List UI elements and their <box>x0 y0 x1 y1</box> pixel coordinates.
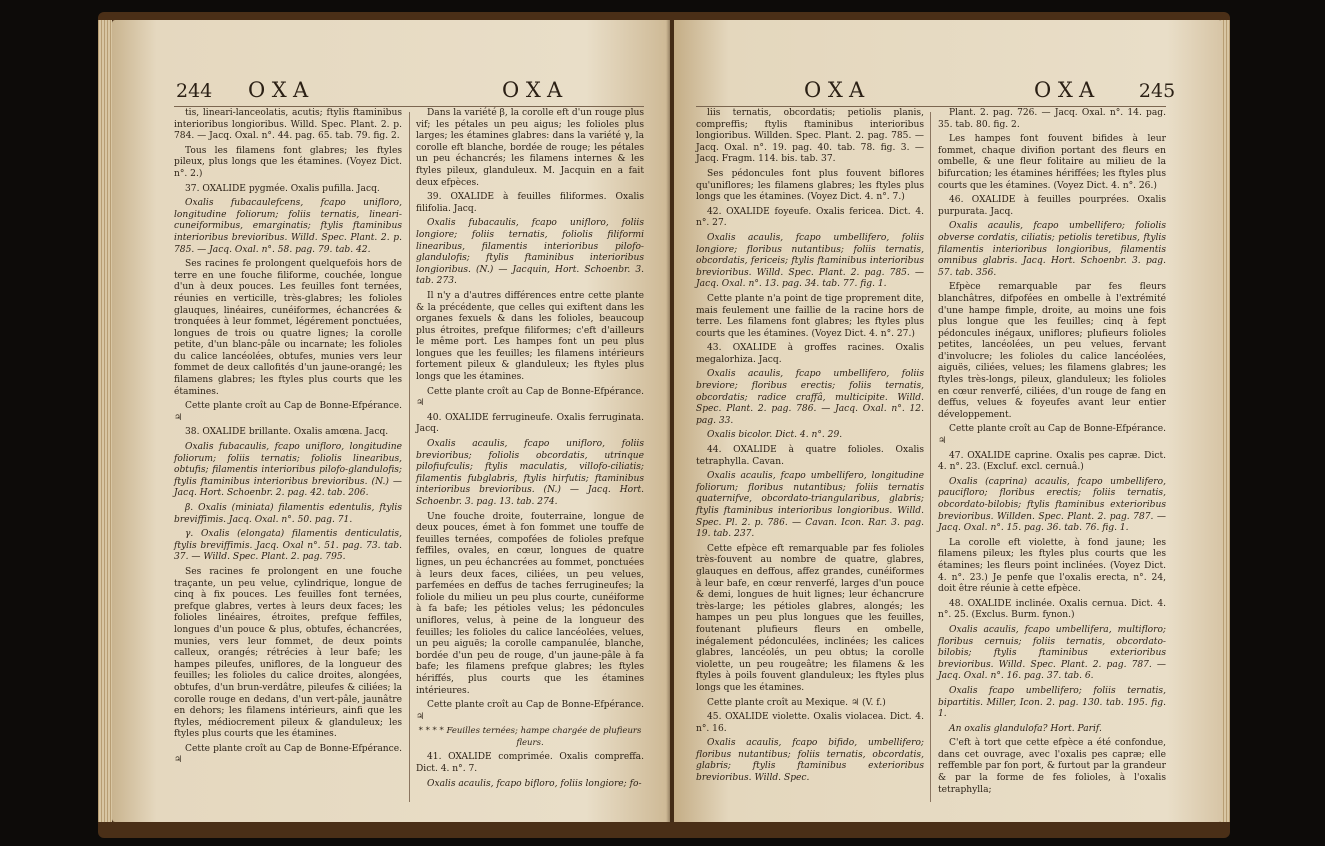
page-edge-left <box>98 20 112 822</box>
left-column-2 <box>416 108 644 793</box>
paragraph: Cette plante croît au Cap de Bonne-Efpérance. ♃ <box>174 743 402 766</box>
paragraph: Oxalis fubacaulis, fcapo unifloro, longitudine foliorum; foliis ternatis; foliolis linearibus, obtufis; filamentis interioribus pilofo-glandulofis; ftylis ftaminibus interioribus brevioribus. (N.) — Jacq. Hort. Schoenbr. 2. pag. 42. tab. 206. <box>174 442 402 499</box>
paragraph: tis, lineari-lanceolatis, acutis; ftylis ftaminibus interioribus longioribus. Willd. Spec. Plant. 2. p. 784. — Jacq. Oxal. n°. 44. pag. 65. tab. 79. fig. 2. <box>174 108 402 142</box>
left-header-rule <box>174 106 644 107</box>
paragraph: Tous les filamens font glabres; les ftyles pileux, plus longs que les étamines. (Voyez Dict. n°. 2.) <box>174 145 402 179</box>
paragraph: Oxalis acaulis, fcapo bifido, umbellifero; floribus nutantibus; foliis ternatis, obcordatis, glabris; ftylis ftaminibus exterioribus brevioribus. Willd. Spec. <box>696 738 924 784</box>
paragraph: Ses racines fe prolongent en une fouche traçante, un peu velue, cylindrique, longue de cinq à fix pouces. Les feuilles font ternées, prefque glabres, vertes à leurs deux faces; les folioles linéaires, étroites, prefque feffiles, longues d'un pouce & plus, obtufes, échancrées, munies, vers leur fommet, de deux points calleux, orangés; rétrécies à leur bafe; les hampes pileufes, uniflores, de la longueur des feuilles; les folioles du calice droites, alongées, obtufes, d'un brun-verdâtre, pileufes & ciliées; la corolle rouge en dedans, d'un vert-pâle, jaunâtre en dehors; les filamens intérieurs, ainfi que les ftyles, médiocrement pileux & glanduleux; les ftyles plus courts que les étamines. <box>174 566 402 740</box>
paragraph: Oxalis acaulis, fcapo umbellifero, foliis longiore; floribus nutantibus; foliis ternatis, obcordatis, fericeis; ftylis ftaminibus interioribus brevioribus. Willd. Spec. Plant. 2. pag. 785. — Jacq. Oxal. n°. 13. pag. 34. tab. 77. fig. 1. <box>696 232 924 290</box>
right-column-1 <box>696 108 924 788</box>
paragraph: Cette plante croît au Cap de Bonne-Efpérance. ♃ <box>938 424 1166 447</box>
paragraph: Oxalis fubacaulefcens, fcapo unifloro, longitudine foliorum; foliis ternatis, lineari-cuneiformibus, emarginatis; ftylis ftaminibus interioribus brevioribus. Willd. Spec. Plant. 2. p. 785. — Jacq. Oxal. n°. 58. pag. 79. tab. 42. <box>174 198 402 255</box>
right-column-divider <box>930 112 931 802</box>
left-running-head-2: OXA <box>502 78 570 102</box>
paragraph: Oxalis acaulis, fcapo bifloro, foliis longiore; fo- <box>427 778 642 789</box>
right-running-head-1: OXA <box>804 78 872 102</box>
paragraph: An oxalis glandulofa? Hort. Parif. <box>949 723 1102 734</box>
paragraph: 41. OXALIDE comprimée. Oxalis compreffa. Dict. 4. n°. 7. <box>416 752 644 775</box>
paragraph: Ses pédoncules font plus fouvent biflores qu'uniflores; les filamens glabres; les ftyles plus longs que les étamines. (Voyez Dict. 4. n°. 7.) <box>696 168 924 203</box>
paragraph: Oxalis fubacaulis, fcapo unifloro, foliis longiore; foliis ternatis, foliolis filiformi linearibus, filamentis interioribus pilofo-glandulofis; ftylis ftaminibus interioribus longioribus. (N.) — Jacquin, Hort. Schoenbr. 3. tab. 273. <box>416 218 644 287</box>
paragraph: Cette efpèce eft remarquable par fes folioles très-fouvent au nombre de quatre, glabres, glauques en deffous, affez grandes, cunéiformes à leur bafe, en cœur renverfé, larges d'un pouce & demi, longues de huit lignes; leur échancrure très-large; les pétioles glabres, alongés; les hampes un peu plus longues que les feuilles, foutenant plufieurs fleurs en ombelle, inégalement pédonculées, inclinées; les calices glabres, lancéolés, un peu obtus; la corolle violette, un peu rougeâtre; les filamens & les ftyles à poils fouvent glanduleux; les ftyles plus longs que les étamines. <box>696 543 924 693</box>
paragraph: Dans la variété β, la corolle eft d'un rouge plus vif; les pétales un peu aigus; les folioles plus larges; les étamines glabres: dans la variété γ, la corolle eft blanche, bordée de rouge; les pétales un peu échancrés; les filamens internes & les ftyles pileux, glanduleux. M. Jacquin en a fait deux efpèces. <box>416 108 644 188</box>
paragraph: Plant. 2. pag. 726. — Jacq. Oxal. n°. 14. pag. 35. tab. 80. fig. 2. <box>938 108 1166 130</box>
paragraph: 38. OXALIDE brillante. Oxalis amœna. Jacq. <box>185 427 389 438</box>
paragraph: Ses racines fe prolongent quelquefois hors de terre en une fouche filiforme, couchée, longue d'un à deux pouces. Les feuilles font ternées, réunies en verticille, très-glabres; les folioles glauques, linéaires, cunéiformes, échancrées & tronquées à leur fommet, légérement ponctuées, longues de trois ou quatre lignes; la corolle petite, d'un blanc-pâle ou incarnate; les folioles du calice lancéolées, obtufes, munies vers leur fommet de deux callofités d'un jaune-orangé; les filamens glabres; les ftyles plus courts que les étamines. <box>174 259 402 397</box>
paragraph: Oxalis acaulis, fcapo unifloro, foliis brevioribus; foliolis obcordatis, utrinque pilofiufculis; ftylis maculatis, villofo-ciliatis; filamentis fubglabris, ftylis hirfutis; ftaminibus interioribus brevioribus. (N.) — Jacq. Hort. Schoenbr. 3. pag. 13. tab. 274. <box>416 439 644 507</box>
paragraph: Efpèce remarquable par fes fleurs blanchâtres, difpofées en ombelle à l'extrémité d'une hampe fimple, droite, au moins une fois plus longue que les feuilles; cinq à fept pédoncules inégaux, uniflores; plufieurs folioles petites, lancéolées, un peu velues, fervant d'involucre; les folioles du calice lancéolées, aiguës, ciliées, velues; les filamens glabres; les ftyles très-longs, pileux, glanduleux; les folioles en cœur renverfé, ciliées, d'un rouge de fang en deffus, velues & foyeufes avant leur entier développement. <box>938 282 1166 420</box>
paragraph: Cette plante croît au Cap de Bonne-Efpérance. ♃ <box>416 700 644 722</box>
left-page-number: 244 <box>176 80 213 102</box>
paragraph: Il n'y a d'autres différences entre cette plante & la précédente, que celles qui exiftent dans les organes fexuels & dans les folioles, beaucoup plus étroites, prefque filiformes; c'eft d'ailleurs le même port. Les hampes font un peu plus longues que les feuilles; les filamens intérieurs fortement pileux & glanduleux; les ftyles plus longs que les étamines. <box>416 290 644 383</box>
right-running-head-2: OXA <box>1034 78 1102 102</box>
paragraph: * * * * Feuilles ternées; hampe chargée de plufieurs fleurs. <box>418 726 642 748</box>
right-column-2 <box>938 108 1166 799</box>
paragraph: Cette plante n'a point de tige proprement dite, mais feulement une faillie de la racine hors de terre. Les filamens font glabres; les ftyles plus courts que les étamines. (Voyez Dict. 4. n°. 27.) <box>696 293 924 339</box>
left-page-header <box>176 78 315 102</box>
book-spread <box>98 12 1230 838</box>
right-page <box>674 20 1222 822</box>
paragraph: Oxalis acaulis, fcapo umbellifera, multifloro; floribus cernuis; foliis ternatis, obcordato-bilobis; ftylis ftaminibus exterioribus brevioribus. Willd. Spec. Plant. 2. pag. 787. — Jacq. Oxal. n°. 16. pag. 37. tab. 6. <box>938 624 1166 682</box>
paragraph: Oxalis acaulis, fcapo umbellifero, longitudine foliorum; floribus nutantibus; foliis ternatis quaternifve, obcordato-triangularibus, glabris; ftylis ftaminibus interioribus longioribus. Willd. Spec. Pl. 2. p. 786. — Cavan. Icon. Rar. 3. pag. 19. tab. 237. <box>696 471 924 540</box>
paragraph: Oxalis (caprina) acaulis, fcapo umbellifero, paucifloro; floribus erectis; foliis ternatis, obcordato-bilobis; ftylis ftaminibus exterioribus brevioribus. Willden. Spec. Plant. 2. pag. 787. — Jacq. Oxal. n°. 15. pag. 36. tab. 76. fig. 1. <box>938 476 1166 534</box>
paragraph: 37. OXALIDE pygmée. Oxalis pufilla. Jacq. <box>185 183 380 194</box>
paragraph: γ. Oxalis (elongata) filamentis denticulatis, ftylis breviffimis. Jacq. Oxal n°. 51. pag. 73. tab. 37. — Willd. Spec. Plant. 2. pag. 795. <box>174 529 402 563</box>
paragraph: 47. OXALIDE caprine. Oxalis pes capræ. Dict. 4. n°. 23. (Excluf. excl. cernuâ.) <box>938 450 1166 473</box>
paragraph: Oxalis acaulis, fcapo umbellifero; foliolis obverse cordatis, ciliatis; petiolis teretibus, ftylis filamentis interioribus longioribus, filamentis omnibus glabris. Jacq. Hort. Schoenbr. 3. pag. 57. tab. 356. <box>938 221 1166 278</box>
paragraph: 45. OXALIDE violette. Oxalis violacea. Dict. 4. n°. 16. <box>696 712 924 734</box>
paragraph: Oxalis fcapo umbellifero; foliis ternatis, bipartitis. Miller, Icon. 2. pag. 130. tab. 195. fig. 1. <box>938 685 1166 720</box>
right-page-number: 245 <box>1138 80 1176 102</box>
left-column-divider <box>409 112 410 802</box>
right-page-header <box>1034 78 1175 102</box>
paragraph: 40. OXALIDE ferrugineufe. Oxalis ferruginata. Jacq. <box>416 412 644 435</box>
paragraph: liis ternatis, obcordatis; petiolis planis, compreffis; ftylis ftaminibus interioribus longioribus. Willden. Spec. Plant. 2. pag. 785. — Jacq. Oxal. n°. 19. pag. 40. tab. 78. fig. 3. — Jacq. Fragm. 114. bis. tab. 37. <box>696 108 924 165</box>
left-page <box>112 20 670 822</box>
paragraph: Oxalis acaulis, fcapo umbellifero, foliis breviore; floribus erectis; foliis ternatis, obcordatis; radice craffâ, multicipite. Willd. Spec. Plant. 2. pag. 786. — Jacq. Oxal. n°. 12. pag. 33. <box>696 369 924 426</box>
paragraph: 39. OXALIDE à feuilles filiformes. Oxalis filifolia. Jacq. <box>416 192 644 214</box>
right-header-rule <box>696 106 1166 107</box>
paragraph: 48. OXALIDE inclinée. Oxalis cernua. Dict. 4. n°. 25. (Exclus. Burm. fynon.) <box>938 598 1166 621</box>
paragraph: β. Oxalis (miniata) filamentis edentulis, ftylis breviffimis. Jacq. Oxal. n°. 50. pag. 71. <box>174 503 402 525</box>
paragraph: C'eft à tort que cette efpèce a été confondue, dans cet ouvrage, avec l'oxalis pes capræ; elle reffemble par fon port, & furtout par la grandeur & par la forme de fes folioles, à l'oxalis tetraphylla; <box>938 738 1166 795</box>
paragraph: Oxalis bicolor. Dict. 4. n°. 29. <box>707 430 843 441</box>
paragraph: Les hampes font fouvent bifides à leur fommet, chaque divifion portant des fleurs en ombelle, & une fleur folitaire au milieu de la bifurcation; les étamines hériffées; les ftyles plus courts que les étamines. (Voyez Dict. 4. n°. 26.) <box>938 134 1166 191</box>
left-column-1 <box>174 108 402 770</box>
left-running-head-1: OXA <box>247 78 316 102</box>
paragraph: Cette plante croît au Cap de Bonne-Efpérance. ♃ <box>174 401 402 423</box>
paragraph: 42. OXALIDE foyeufe. Oxalis fericea. Dict. 4. n°. 27. <box>696 206 924 229</box>
paragraph: 43. OXALIDE à groffes racines. Oxalis megalorhiza. Jacq. <box>696 343 924 365</box>
paragraph: La corolle eft violette, à fond jaune; les filamens pileux; les ftyles plus courts que les étamines; les fleurs point inclinées. (Voyez Dict. 4. n°. 23.) Je penfe que l'oxalis erecta, n°. 24, doit être réunie à cette efpèce. <box>938 537 1166 595</box>
paragraph: Cette plante croît au Cap de Bonne-Efpérance. ♃ <box>416 386 644 409</box>
paragraph: 44. OXALIDE à quatre folioles. Oxalis tetraphylla. Cavan. <box>696 445 924 467</box>
paragraph: Cette plante croît au Mexique. ♃ (V. f.) <box>707 697 886 708</box>
paragraph: Une fouche droite, fouterraine, longue de deux pouces, émet à fon fommet une touffe de feuilles ternées, compofées de folioles prefque feffiles, ovales, en cœur, longues de quatre lignes, un peu échancrées au fommet, ponctuées à leurs deux faces, ciliées, un peu velues, parfemées en deffus de taches ferrugineufes; la foliole du milieu un peu plus courte, cunéiforme à fa bafe; les pétioles velus; les pédoncules uniflores, velus, à peine de la longueur des feuilles; les folioles du calice lancéolées, velues, un peu aiguës; la corolle campanulée, blanche, bordée d'un peu de rouge, d'un jaune-pâle à fa bafe; les filamens prefque glabres; les ftyles hériffés, plus courts que les étamines intérieures. <box>416 511 644 696</box>
paragraph: 46. OXALIDE à feuilles pourprées. Oxalis purpurata. Jacq. <box>938 195 1166 217</box>
